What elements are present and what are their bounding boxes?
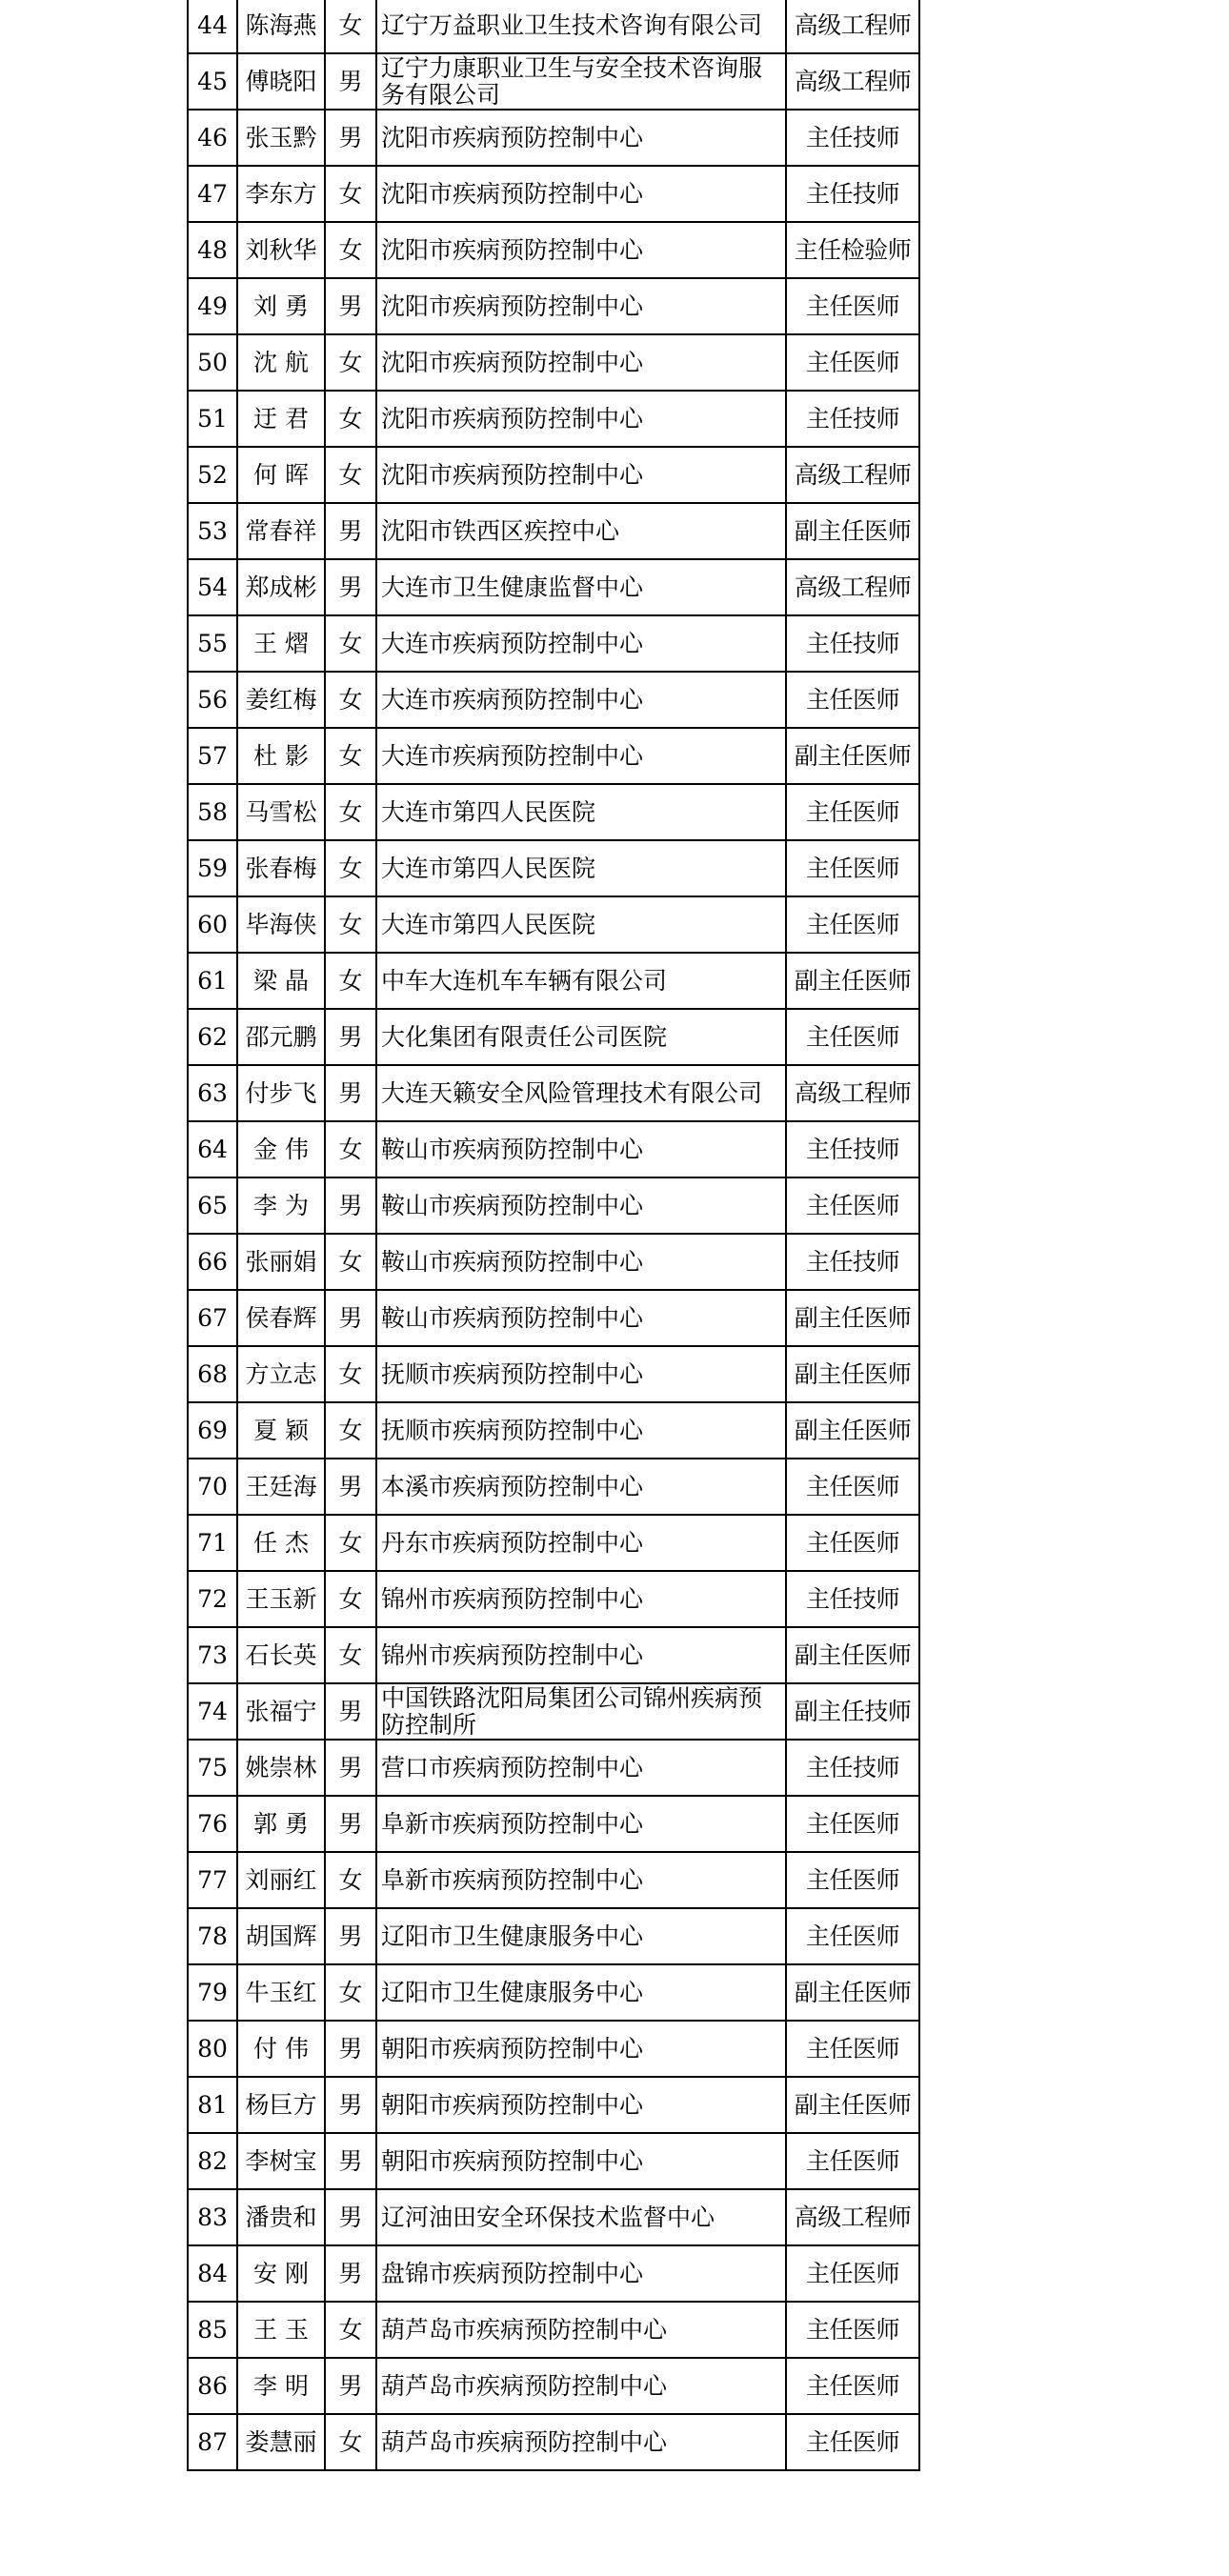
organization-cell: 丹东市疾病预防控制中心: [376, 1515, 786, 1571]
name-cell: 杨巨方: [237, 2077, 325, 2133]
organization-cell: 朝阳市疾病预防控制中心: [376, 2077, 786, 2133]
gender-cell: 女: [325, 728, 376, 784]
row-number-cell: 57: [188, 728, 237, 784]
title-cell: 主任技师: [786, 391, 919, 447]
title-cell: 主任医师: [786, 1908, 919, 1964]
title-cell: 主任医师: [786, 672, 919, 728]
gender-cell: 男: [325, 1177, 376, 1234]
organization-cell: 辽河油田安全环保技术监督中心: [376, 2189, 786, 2245]
organization-cell: 中车大连机车车辆有限公司: [376, 953, 786, 1009]
name-cell: 张玉黔: [237, 110, 325, 166]
name-cell: 李树宝: [237, 2133, 325, 2189]
row-number-cell: 65: [188, 1177, 237, 1234]
gender-cell: 女: [325, 1121, 376, 1177]
name-cell: 刘 勇: [237, 278, 325, 334]
gender-cell: 男: [325, 2077, 376, 2133]
organization-cell: 抚顺市疾病预防控制中心: [376, 1346, 786, 1402]
table-row: [188, 896, 919, 953]
title-cell: 主任医师: [786, 278, 919, 334]
name-cell: 付步飞: [237, 1065, 325, 1121]
gender-cell: 男: [325, 2021, 376, 2077]
table-row: [188, 1290, 919, 1346]
organization-cell: 大连市卫生健康监督中心: [376, 559, 786, 615]
gender-cell: 男: [325, 2189, 376, 2245]
row-number-cell: 54: [188, 559, 237, 615]
organization-cell: 辽宁力康职业卫生与安全技术咨询服务有限公司: [376, 53, 786, 110]
title-cell: 副主任医师: [786, 1346, 919, 1402]
title-cell: 主任技师: [786, 1740, 919, 1796]
name-cell: 毕海侠: [237, 896, 325, 953]
row-number-cell: 66: [188, 1234, 237, 1290]
gender-cell: 男: [325, 1683, 376, 1740]
organization-cell: 葫芦岛市疾病预防控制中心: [376, 2414, 786, 2470]
table-row: [188, 1683, 919, 1740]
roster-table-body: [188, 0, 919, 2470]
organization-cell: 锦州市疾病预防控制中心: [376, 1571, 786, 1627]
organization-cell: 锦州市疾病预防控制中心: [376, 1627, 786, 1683]
gender-cell: 男: [325, 1065, 376, 1121]
table-row: [188, 222, 919, 278]
row-number-cell: 45: [188, 53, 237, 110]
table-row: [188, 1740, 919, 1796]
gender-cell: 女: [325, 615, 376, 672]
table-row: [188, 1627, 919, 1683]
gender-cell: 女: [325, 2302, 376, 2358]
title-cell: 高级工程师: [786, 559, 919, 615]
title-cell: 高级工程师: [786, 2189, 919, 2245]
title-cell: 副主任医师: [786, 503, 919, 559]
row-number-cell: 63: [188, 1065, 237, 1121]
name-cell: 任 杰: [237, 1515, 325, 1571]
title-cell: 主任医师: [786, 1177, 919, 1234]
row-number-cell: 74: [188, 1683, 237, 1740]
gender-cell: 女: [325, 784, 376, 840]
title-cell: 主任医师: [786, 840, 919, 896]
table-row: [188, 2245, 919, 2302]
row-number-cell: 56: [188, 672, 237, 728]
table-row: [188, 1852, 919, 1908]
row-number-cell: 62: [188, 1009, 237, 1065]
name-cell: 张福宁: [237, 1683, 325, 1740]
name-cell: 夏 颖: [237, 1402, 325, 1459]
row-number-cell: 86: [188, 2358, 237, 2414]
organization-cell: 本溪市疾病预防控制中心: [376, 1459, 786, 1515]
row-number-cell: 84: [188, 2245, 237, 2302]
organization-cell: 中国铁路沈阳局集团公司锦州疾病预防控制所: [376, 1683, 786, 1740]
name-cell: 傅晓阳: [237, 53, 325, 110]
gender-cell: 女: [325, 1346, 376, 1402]
organization-cell: 阜新市疾病预防控制中心: [376, 1852, 786, 1908]
table-row: [188, 2077, 919, 2133]
row-number-cell: 52: [188, 447, 237, 503]
gender-cell: 女: [325, 896, 376, 953]
organization-cell: 沈阳市疾病预防控制中心: [376, 391, 786, 447]
name-cell: 王 熠: [237, 615, 325, 672]
name-cell: 姚崇林: [237, 1740, 325, 1796]
table-row: [188, 1796, 919, 1852]
table-row: [188, 728, 919, 784]
name-cell: 杜 影: [237, 728, 325, 784]
gender-cell: 女: [325, 391, 376, 447]
organization-cell: 大连天籁安全风险管理技术有限公司: [376, 1065, 786, 1121]
organization-cell: 辽阳市卫生健康服务中心: [376, 1964, 786, 2021]
name-cell: 何 晖: [237, 447, 325, 503]
row-number-cell: 49: [188, 278, 237, 334]
row-number-cell: 68: [188, 1346, 237, 1402]
organization-cell: 大连市第四人民医院: [376, 840, 786, 896]
table-row: [188, 1065, 919, 1121]
table-row: [188, 110, 919, 166]
title-cell: 副主任医师: [786, 2077, 919, 2133]
table-row: [188, 2302, 919, 2358]
table-row: [188, 166, 919, 222]
title-cell: 主任医师: [786, 784, 919, 840]
table-row: [188, 503, 919, 559]
organization-cell: 朝阳市疾病预防控制中心: [376, 2133, 786, 2189]
gender-cell: 女: [325, 1234, 376, 1290]
row-number-cell: 80: [188, 2021, 237, 2077]
title-cell: 主任技师: [786, 110, 919, 166]
gender-cell: 女: [325, 1964, 376, 2021]
organization-cell: 沈阳市铁西区疾控中心: [376, 503, 786, 559]
organization-cell: 大连市疾病预防控制中心: [376, 728, 786, 784]
title-cell: 主任技师: [786, 1234, 919, 1290]
title-cell: 主任技师: [786, 166, 919, 222]
row-number-cell: 67: [188, 1290, 237, 1346]
organization-cell: 沈阳市疾病预防控制中心: [376, 447, 786, 503]
organization-cell: 葫芦岛市疾病预防控制中心: [376, 2358, 786, 2414]
title-cell: 高级工程师: [786, 1065, 919, 1121]
gender-cell: 男: [325, 559, 376, 615]
row-number-cell: 78: [188, 1908, 237, 1964]
name-cell: 陈海燕: [237, 0, 325, 53]
gender-cell: 女: [325, 222, 376, 278]
table-row: [188, 2133, 919, 2189]
row-number-cell: 60: [188, 896, 237, 953]
gender-cell: 男: [325, 1459, 376, 1515]
title-cell: 主任医师: [786, 1459, 919, 1515]
title-cell: 副主任医师: [786, 1627, 919, 1683]
gender-cell: 男: [325, 278, 376, 334]
title-cell: 高级工程师: [786, 447, 919, 503]
name-cell: 迂 君: [237, 391, 325, 447]
name-cell: 沈 航: [237, 334, 325, 391]
organization-cell: 朝阳市疾病预防控制中心: [376, 2021, 786, 2077]
row-number-cell: 51: [188, 391, 237, 447]
name-cell: 郑成彬: [237, 559, 325, 615]
row-number-cell: 46: [188, 110, 237, 166]
row-number-cell: 44: [188, 0, 237, 53]
gender-cell: 女: [325, 1852, 376, 1908]
name-cell: 王 玉: [237, 2302, 325, 2358]
table-row: [188, 1571, 919, 1627]
row-number-cell: 71: [188, 1515, 237, 1571]
table-row: [188, 2414, 919, 2470]
gender-cell: 女: [325, 447, 376, 503]
row-number-cell: 85: [188, 2302, 237, 2358]
organization-cell: 沈阳市疾病预防控制中心: [376, 334, 786, 391]
name-cell: 邵元鹏: [237, 1009, 325, 1065]
table-row: [188, 1009, 919, 1065]
organization-cell: 大连市第四人民医院: [376, 784, 786, 840]
organization-cell: 沈阳市疾病预防控制中心: [376, 110, 786, 166]
name-cell: 牛玉红: [237, 1964, 325, 2021]
row-number-cell: 59: [188, 840, 237, 896]
title-cell: 主任医师: [786, 334, 919, 391]
table-row: [188, 334, 919, 391]
organization-cell: 沈阳市疾病预防控制中心: [376, 166, 786, 222]
gender-cell: 女: [325, 840, 376, 896]
title-cell: 主任医师: [786, 2414, 919, 2470]
name-cell: 梁 晶: [237, 953, 325, 1009]
row-number-cell: 70: [188, 1459, 237, 1515]
name-cell: 娄慧丽: [237, 2414, 325, 2470]
title-cell: 主任医师: [786, 2302, 919, 2358]
table-row: [188, 953, 919, 1009]
table-row: [188, 391, 919, 447]
row-number-cell: 75: [188, 1740, 237, 1796]
gender-cell: 女: [325, 166, 376, 222]
gender-cell: 女: [325, 2414, 376, 2470]
organization-cell: 沈阳市疾病预防控制中心: [376, 222, 786, 278]
gender-cell: 男: [325, 110, 376, 166]
gender-cell: 男: [325, 503, 376, 559]
title-cell: 副主任医师: [786, 1964, 919, 2021]
title-cell: 主任医师: [786, 896, 919, 953]
organization-cell: 盘锦市疾病预防控制中心: [376, 2245, 786, 2302]
row-number-cell: 48: [188, 222, 237, 278]
gender-cell: 男: [325, 1290, 376, 1346]
table-row: [188, 559, 919, 615]
gender-cell: 女: [325, 953, 376, 1009]
row-number-cell: 76: [188, 1796, 237, 1852]
row-number-cell: 72: [188, 1571, 237, 1627]
title-cell: 主任医师: [786, 1009, 919, 1065]
name-cell: 安 刚: [237, 2245, 325, 2302]
row-number-cell: 83: [188, 2189, 237, 2245]
row-number-cell: 87: [188, 2414, 237, 2470]
organization-cell: 大化集团有限责任公司医院: [376, 1009, 786, 1065]
table-row: [188, 1234, 919, 1290]
title-cell: 主任技师: [786, 1121, 919, 1177]
table-row: [188, 447, 919, 503]
table-row: [188, 1177, 919, 1234]
table-row: [188, 1459, 919, 1515]
organization-cell: 大连市第四人民医院: [376, 896, 786, 953]
table-row: [188, 615, 919, 672]
name-cell: 方立志: [237, 1346, 325, 1402]
table-row: [188, 1121, 919, 1177]
gender-cell: 女: [325, 672, 376, 728]
organization-cell: 鞍山市疾病预防控制中心: [376, 1290, 786, 1346]
table-row: [188, 784, 919, 840]
title-cell: 副主任医师: [786, 1402, 919, 1459]
expert-roster-table: [187, 0, 920, 2471]
name-cell: 郭 勇: [237, 1796, 325, 1852]
name-cell: 潘贵和: [237, 2189, 325, 2245]
gender-cell: 女: [325, 1627, 376, 1683]
table-row: [188, 0, 919, 53]
organization-cell: 抚顺市疾病预防控制中心: [376, 1402, 786, 1459]
name-cell: 姜红梅: [237, 672, 325, 728]
table-row: [188, 2021, 919, 2077]
gender-cell: 女: [325, 334, 376, 391]
name-cell: 张丽娟: [237, 1234, 325, 1290]
table-row: [188, 840, 919, 896]
gender-cell: 男: [325, 2358, 376, 2414]
organization-cell: 阜新市疾病预防控制中心: [376, 1796, 786, 1852]
title-cell: 主任医师: [786, 2358, 919, 2414]
name-cell: 刘丽红: [237, 1852, 325, 1908]
gender-cell: 男: [325, 2133, 376, 2189]
row-number-cell: 58: [188, 784, 237, 840]
title-cell: 主任医师: [786, 1515, 919, 1571]
organization-cell: 沈阳市疾病预防控制中心: [376, 278, 786, 334]
table-row: [188, 278, 919, 334]
title-cell: 主任技师: [786, 1571, 919, 1627]
title-cell: 主任医师: [786, 2133, 919, 2189]
name-cell: 王廷海: [237, 1459, 325, 1515]
row-number-cell: 79: [188, 1964, 237, 2021]
organization-cell: 鞍山市疾病预防控制中心: [376, 1177, 786, 1234]
name-cell: 侯春辉: [237, 1290, 325, 1346]
table-row: [188, 1402, 919, 1459]
table-row: [188, 2189, 919, 2245]
gender-cell: 男: [325, 1009, 376, 1065]
organization-cell: 大连市疾病预防控制中心: [376, 615, 786, 672]
gender-cell: 男: [325, 53, 376, 110]
name-cell: 常春祥: [237, 503, 325, 559]
gender-cell: 男: [325, 1740, 376, 1796]
name-cell: 李 明: [237, 2358, 325, 2414]
organization-cell: 营口市疾病预防控制中心: [376, 1740, 786, 1796]
name-cell: 胡国辉: [237, 1908, 325, 1964]
row-number-cell: 81: [188, 2077, 237, 2133]
name-cell: 张春梅: [237, 840, 325, 896]
table-row: [188, 1964, 919, 2021]
name-cell: 马雪松: [237, 784, 325, 840]
name-cell: 金 伟: [237, 1121, 325, 1177]
name-cell: 石长英: [237, 1627, 325, 1683]
row-number-cell: 55: [188, 615, 237, 672]
gender-cell: 女: [325, 1402, 376, 1459]
organization-cell: 大连市疾病预防控制中心: [376, 672, 786, 728]
gender-cell: 男: [325, 1796, 376, 1852]
gender-cell: 女: [325, 0, 376, 53]
name-cell: 刘秋华: [237, 222, 325, 278]
row-number-cell: 53: [188, 503, 237, 559]
gender-cell: 男: [325, 2245, 376, 2302]
name-cell: 李 为: [237, 1177, 325, 1234]
row-number-cell: 73: [188, 1627, 237, 1683]
title-cell: 主任医师: [786, 1796, 919, 1852]
title-cell: 副主任医师: [786, 728, 919, 784]
table-row: [188, 672, 919, 728]
organization-cell: 辽阳市卫生健康服务中心: [376, 1908, 786, 1964]
table-row: [188, 53, 919, 110]
title-cell: 高级工程师: [786, 0, 919, 53]
title-cell: 主任医师: [786, 2021, 919, 2077]
table-row: [188, 1346, 919, 1402]
gender-cell: 女: [325, 1571, 376, 1627]
organization-cell: 辽宁万益职业卫生技术咨询有限公司: [376, 0, 786, 53]
organization-cell: 鞍山市疾病预防控制中心: [376, 1234, 786, 1290]
row-number-cell: 50: [188, 334, 237, 391]
row-number-cell: 47: [188, 166, 237, 222]
organization-cell: 鞍山市疾病预防控制中心: [376, 1121, 786, 1177]
name-cell: 付 伟: [237, 2021, 325, 2077]
name-cell: 李东方: [237, 166, 325, 222]
row-number-cell: 61: [188, 953, 237, 1009]
row-number-cell: 77: [188, 1852, 237, 1908]
organization-cell: 葫芦岛市疾病预防控制中心: [376, 2302, 786, 2358]
table-row: [188, 2358, 919, 2414]
title-cell: 主任检验师: [786, 222, 919, 278]
title-cell: 高级工程师: [786, 53, 919, 110]
title-cell: 主任技师: [786, 615, 919, 672]
row-number-cell: 64: [188, 1121, 237, 1177]
row-number-cell: 69: [188, 1402, 237, 1459]
title-cell: 副主任医师: [786, 953, 919, 1009]
title-cell: 主任医师: [786, 2245, 919, 2302]
gender-cell: 女: [325, 1515, 376, 1571]
title-cell: 副主任医师: [786, 1290, 919, 1346]
name-cell: 王玉新: [237, 1571, 325, 1627]
table-row: [188, 1515, 919, 1571]
title-cell: 主任医师: [786, 1852, 919, 1908]
title-cell: 副主任技师: [786, 1683, 919, 1740]
table-row: [188, 1908, 919, 1964]
gender-cell: 男: [325, 1908, 376, 1964]
row-number-cell: 82: [188, 2133, 237, 2189]
